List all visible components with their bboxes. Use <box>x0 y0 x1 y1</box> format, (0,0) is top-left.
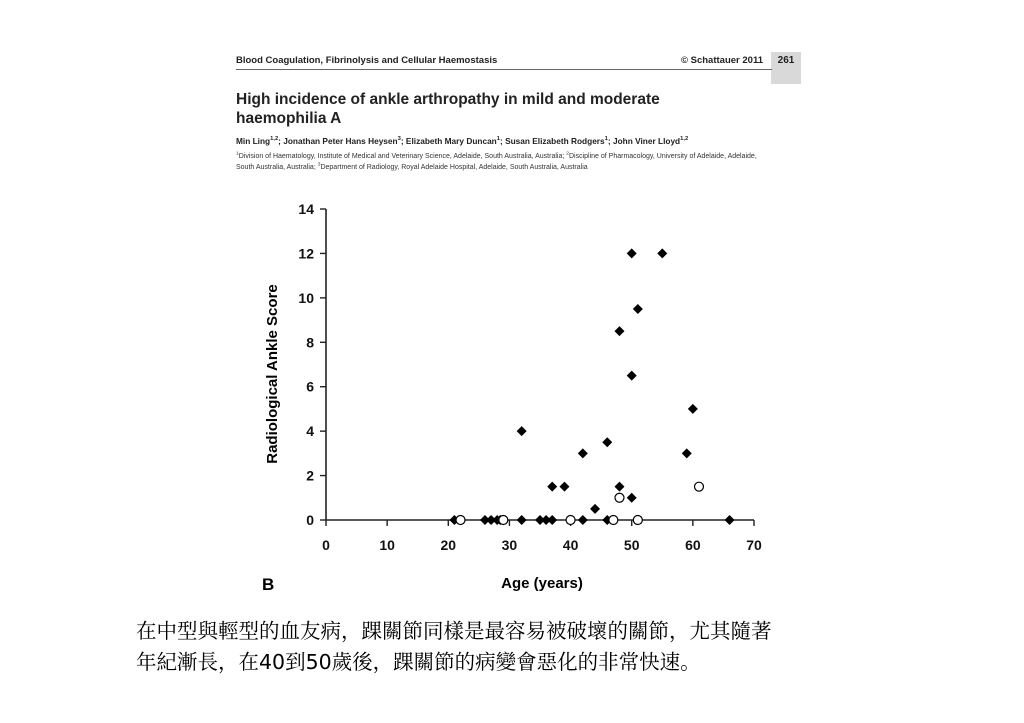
y-tick-label: 4 <box>306 423 314 440</box>
caption <box>136 616 896 678</box>
chart-axes <box>298 201 762 553</box>
y-tick-label: 10 <box>298 289 314 306</box>
affiliation: $^1$Division of Haematology, Institute of Medical and Veterinary Science, Adelaide, South Australia, Australia; <box>236 151 567 160</box>
data-point-diamond <box>578 448 588 458</box>
caption-line-2: 年紀漸長，在40到50歲後，踝關節的病變會惡化的非常快速。 <box>136 650 701 674</box>
data-point-circle <box>456 516 465 525</box>
data-point-diamond <box>602 437 612 447</box>
publisher-copyright: © Schattauer 2011 <box>681 55 763 66</box>
y-tick-label: 2 <box>306 467 314 484</box>
author: Min Ling$^{1,2}$; <box>236 136 284 146</box>
data-point-diamond <box>725 515 735 525</box>
data-point-diamond <box>633 304 643 314</box>
data-point-diamond <box>627 493 637 503</box>
data-point-diamond <box>517 426 527 436</box>
x-tick-label: 40 <box>562 537 579 553</box>
y-tick-label: 14 <box>298 201 314 217</box>
x-tick-label: 0 <box>322 537 330 553</box>
affiliation: $^2$Discipline of Pharmacology, University of Adelaide, Adelaide, South Australia, Australia; <box>236 151 757 171</box>
data-point-circle <box>694 482 703 491</box>
x-tick-label: 60 <box>685 537 701 553</box>
paper-title-line-2: haemophilia A <box>236 110 342 127</box>
y-tick-label: 8 <box>306 334 314 351</box>
affiliation: $^3$Department of Radiology, Royal Adelaide Hospital, Adelaide, South Australia, Australia <box>317 162 588 171</box>
data-point-diamond <box>682 448 692 458</box>
data-point-diamond <box>559 482 569 492</box>
data-point-diamond <box>517 515 527 525</box>
x-tick-label: 50 <box>623 537 640 553</box>
journal-name: Blood Coagulation, Fibrinolysis and Cellular Haemostasis <box>236 55 498 66</box>
y-tick-label: 6 <box>306 378 314 395</box>
data-point-diamond <box>688 404 698 414</box>
paper-title-line-1: High incidence of ankle arthropathy in mild and moderate <box>236 91 660 108</box>
data-point-circle <box>609 516 618 525</box>
author: Elizabeth Mary Duncan$^1$; <box>405 136 506 146</box>
x-tick-label: 70 <box>746 537 762 553</box>
data-point-diamond <box>578 515 588 525</box>
caption-line-1: 在中型與輕型的血友病，踝關節同樣是最容易被破壞的關節，尤其隨著 <box>136 619 772 643</box>
data-point-circle <box>499 516 508 525</box>
author: John Viner Lloyd$^{1,2}$ <box>612 136 689 146</box>
data-point-diamond <box>627 371 637 381</box>
data-point-diamond <box>614 482 624 492</box>
x-axis-label: Age (years) <box>501 575 583 592</box>
data-point-diamond <box>547 482 557 492</box>
y-axis-label: Radiological Ankle Score <box>264 284 281 464</box>
page-number: 261 <box>771 52 801 84</box>
x-tick-label: 20 <box>440 537 457 553</box>
author: Jonathan Peter Hans Heysen$^3$; <box>283 136 406 146</box>
x-tick-label: 30 <box>501 537 518 553</box>
data-point-diamond <box>657 248 667 258</box>
data-point-diamond <box>547 515 557 525</box>
y-tick-label: 0 <box>306 512 314 528</box>
chart-marks <box>449 248 734 525</box>
data-point-circle <box>633 516 642 525</box>
data-point-diamond <box>614 326 624 336</box>
data-point-circle <box>566 516 575 525</box>
data-point-circle <box>615 493 624 502</box>
x-tick-label: 10 <box>379 537 395 553</box>
panel-label: B <box>262 575 275 594</box>
data-point-diamond <box>590 504 600 514</box>
author: Susan Elizabeth Rodgers$^1$; <box>505 136 613 146</box>
data-point-diamond <box>627 248 637 258</box>
y-tick-label: 12 <box>298 245 314 262</box>
